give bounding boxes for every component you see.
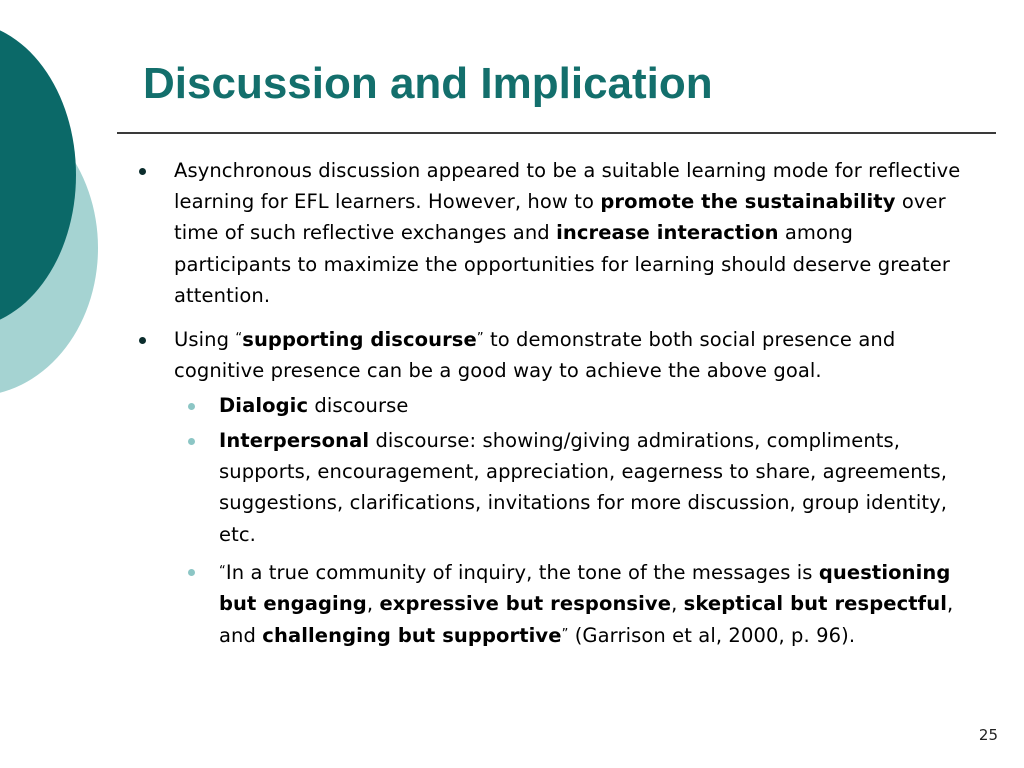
bullet-text: , and (219, 592, 954, 648)
sub-bullet-dot-icon (188, 569, 195, 576)
sub-bullet-community-of-inquiry (219, 556, 979, 652)
bullet-dot-icon (139, 168, 146, 175)
bullet-text: , (671, 592, 684, 616)
bullet-asynchronous-discussion (174, 155, 974, 311)
bold-phrase: questioning but engaging (219, 561, 951, 616)
quote-mark: ” (561, 627, 569, 643)
bold-phrase: Interpersonal (219, 429, 370, 452)
bullet-dot-icon (139, 337, 146, 344)
quote-mark: “ (219, 564, 226, 579)
bullet-text: Using (174, 328, 236, 351)
bold-phrase: supporting discourse (242, 328, 477, 351)
slide-title: Discussion and Implication (143, 59, 713, 108)
bullet-text: discourse (308, 394, 409, 417)
bullet-text: to demonstrate both social presence and cognitive presence can be a good way to achieve the above goal. (174, 328, 896, 383)
bold-phrase: promote the sustainability (600, 190, 896, 214)
bold-phrase: expressive but responsive (379, 592, 672, 616)
bold-phrase: Dialogic (219, 394, 309, 417)
bullet-text: discourse: showing/giving admirations, compliments, supports, encouragement, appreciation, eagerness to share, agreements, suggestions, clarifications, invitations for more discussion, group identity, etc. (219, 429, 948, 546)
bullet-text: over time of such reflective exchanges and (174, 190, 946, 245)
quote-mark: “ (235, 331, 243, 346)
bullet-supporting-discourse (174, 323, 974, 386)
sub-bullet-interpersonal (219, 425, 979, 550)
quote-mark: ” (476, 331, 484, 346)
bullet-text: , (366, 592, 380, 616)
bullet-text: among participants to maximize the opportunities for learning should deserve greater attention. (174, 221, 951, 307)
bold-phrase: increase interaction (556, 221, 779, 245)
bold-phrase: challenging but supportive (262, 624, 562, 648)
sub-bullet-dialogic (219, 390, 979, 421)
slide-number: 25 (978, 726, 998, 744)
citation: (Garrison et al, 2000, p. 96). (568, 624, 856, 648)
sub-bullet-dot-icon (188, 403, 195, 410)
sub-bullet-dot-icon (188, 438, 195, 445)
bullet-text: Asynchronous discussion appeared to be a suitable learning mode for reflective learning for EFL learners. However, how to (174, 159, 961, 214)
bold-phrase: skeptical but respectful (683, 592, 948, 616)
bullet-text: In a true community of inquiry, the tone of the messages is (225, 561, 819, 584)
